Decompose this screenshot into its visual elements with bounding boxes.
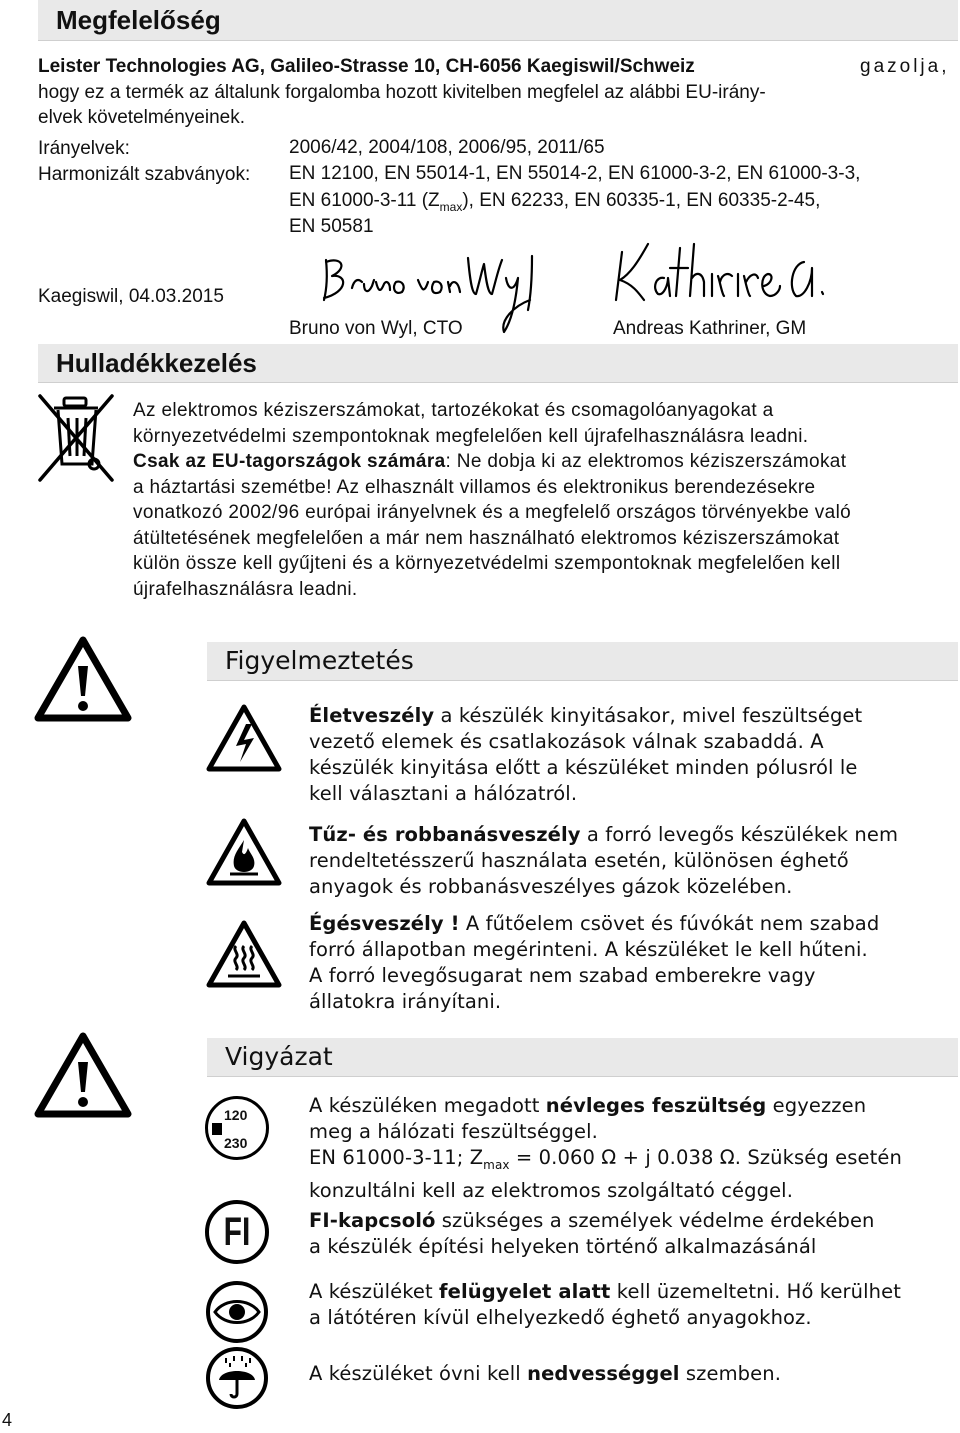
warning-triangle-icon [34,636,132,722]
fi-switch-bold: FI-kapcsoló [309,1209,436,1232]
warning-3-line3: A forró levegősugarat nem szabad emberekre vagy [309,964,816,987]
signer-kathriner: Andreas Kathriner, GM [613,318,807,339]
caution-block-1 [309,1093,959,1204]
eu-only-rest: : Ne dobja ki az elektromos kéziszerszámokat [445,451,847,472]
caution-1-l3b: = 0.060 Ω + j 0.038 Ω. Szükség esetén [509,1146,902,1169]
hot-surface-icon [206,920,282,988]
caution-block-3 [309,1279,959,1331]
disposal-heading-bar [38,344,958,383]
conformity-text-line2: hogy ez a termék az általunk forgalomba hozott kivitelben megfelel az alábbi EU-irány- [38,82,766,103]
disposal-line4b: Az elhasznált villamos és elektronikus berendezésekre [331,476,816,498]
disposal-line8: újrafelhasználásra leadni. [133,578,358,600]
warning-2-line2: rendeltetésszerű használata esetén, különösen éghető [309,849,849,872]
confirms-text: gazolja, [860,56,950,77]
directives-label: Irányelvek: [38,138,130,159]
standards-line1: EN 12100, EN 55014-1, EN 55014-2, EN 61000-3-2, EN 61000-3-3, [289,163,861,184]
warning-1-line4: kell választani a hálózatról. [309,782,578,805]
warning-1-line3: készülék kinyitása előtt a készüléket minden pólusról le [309,756,858,779]
disposal-text [133,398,959,602]
disposal-line4 [133,475,959,501]
supervision-eye-icon [205,1280,269,1344]
caution-3-b: kell üzemeltetni. Hő kerülhet [610,1280,901,1303]
caution-3-a: A készüléket [309,1280,440,1303]
warning-1-l1: a készülék kinyitásakor, mivel feszültséget [434,704,863,727]
standards-line2b: ), EN 62233, EN 60335-1, EN 60335-2-45, [462,190,821,211]
caution-block-4 [309,1361,959,1387]
crossed-out-bin-icon [36,392,116,484]
plug-icon [212,1123,222,1135]
caution-heading: Vigyázat [225,1042,333,1071]
disposal-heading: Hulladékkezelés [56,348,257,378]
disposal-line6: átültetésének megfelelően a már nem használható elektromos kéziszerszámokat [133,527,840,549]
caution-4-b: szemben. [679,1362,782,1385]
standards-label: Harmonizált szabványok: [38,164,251,185]
rated-voltage-bold: névleges feszültség [545,1094,767,1117]
supervision-bold: felügyelet alatt [439,1280,611,1303]
caution-2-l1: szükséges a személyek védelme érdekében [435,1209,875,1232]
caution-1-b: egyezzen [766,1094,867,1117]
caution-3-line1 [309,1279,959,1305]
voltage-top-label: 120 [224,1107,248,1123]
conformity-text-line3: elvek követelményeinek. [38,107,245,128]
warning-1-line1 [309,703,959,729]
caution-2-line2: a készülék építési helyeken történő alkalmazásánál [309,1235,817,1258]
caution-1-line3 [309,1145,959,1178]
caution-heading-bar [207,1038,958,1077]
warning-3-line4: állatokra irányítani. [309,990,502,1013]
caution-1-line4: konzultálni kell az elektromos szolgáltató céggel. [309,1178,793,1202]
disposal-line7: külön össze kell gyűjteni és a környezetvédelmi szempontoknak megfelelően kell [133,553,841,574]
caution-1-a: A készüléken megadott [309,1094,546,1117]
company-address: Leister Technologies AG, Galileo-Strasse 10, CH-6056 Kaegiswil/Schweiz [38,56,695,77]
disposal-line2: környezetvédelmi szempontoknak megfelelően kell újrafelhasználásra leadni. [133,425,809,447]
caution-1-l3a: EN 61000-3-11; Z [309,1146,484,1169]
caution-1-line1 [309,1093,959,1119]
voltage-icon [205,1096,269,1160]
warning-2-line3: anyagok és robbanásveszélyes gázok közelében. [309,875,793,898]
caution-2-line1 [309,1208,959,1234]
moisture-bold: nedvességgel [527,1362,680,1385]
conformity-heading-bar [38,0,958,41]
warning-3-line2: forró állapotban megérinteni. A készüléket le kell hűteni. [309,938,868,961]
disposal-line1: Az elektromos kéziszerszámokat, tartozékokat és csomagolóanyagokat a [133,400,774,421]
page-number: 4 [2,1410,13,1430]
standards-line3: EN 50581 [289,216,374,237]
warning-1-line2: vezető elemek és csatlakozások válnak szabaddá. A [309,730,824,753]
warning-heading: Figyelmeztetés [225,646,414,675]
life-danger-bold: Életveszély [309,704,435,727]
burn-danger-bold: Égésveszély ! [309,912,460,935]
fi-switch-icon [205,1200,269,1264]
warning-3-l1: A fűtőelem csövet és fúvókát nem szabad [459,912,880,935]
eu-only-bold: Csak az EU-tagországok számára [133,451,446,472]
fi-label: FI [223,1210,251,1254]
umbrella-rain-icon [205,1346,269,1410]
warning-2-line1 [309,822,959,848]
caution-block-2 [309,1208,959,1260]
caution-4-line1 [309,1361,959,1387]
conformity-company-line [38,54,958,80]
disposal-line4a: a háztartási szemétbe! [133,476,332,498]
signature-kathriner [608,238,828,308]
standards-line2a: EN 61000-3-11 (Z [289,190,440,211]
caution-3-line2: a látótéren kívül elhelyezkedő éghető anyagokhoz. [309,1306,812,1329]
disposal-line5: vonatkozó 2002/96 európai irányelvnek és a megfelelő országos törvényekbe való [133,502,852,523]
standards-sub: max [439,199,463,214]
warning-block-2 [309,822,959,900]
warning-2-l1: a forró levegős készülékek nem [580,823,899,846]
signer-bruno: Bruno von Wyl, CTO [289,318,463,339]
warning-block-1 [309,703,959,807]
directives-value: 2006/42, 2004/108, 2006/95, 2011/65 [289,137,605,158]
electric-shock-icon [206,704,282,772]
voltage-bottom-label: 230 [224,1135,248,1151]
fire-danger-bold: Tűz- és robbanásveszély [309,823,581,846]
place-date: Kaegiswil, 04.03.2015 [38,286,224,307]
warning-heading-bar [207,642,958,681]
caution-1-line2: meg a hálózati feszültséggel. [309,1120,598,1143]
warning-3-line1 [309,911,959,937]
disposal-line3 [133,449,959,475]
warning-block-3 [309,911,959,1015]
fire-hazard-icon [206,818,282,886]
caution-4-a: A készüléket óvni kell [309,1362,528,1385]
caution-triangle-icon [34,1032,132,1118]
conformity-heading: Megfelelőség [56,5,221,35]
caution-1-sub: max [483,1157,510,1172]
